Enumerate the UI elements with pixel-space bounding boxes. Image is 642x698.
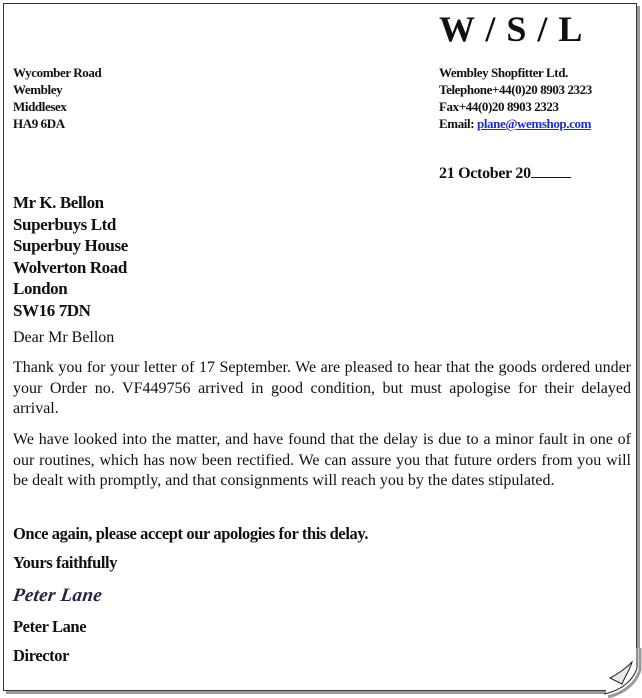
company-contact [439, 64, 592, 132]
recipient-line: London [13, 279, 68, 299]
recipient-line: Superbuys Ltd [13, 214, 116, 234]
recipient-line: Superbuy House [13, 236, 128, 256]
company-name: Wembley Shopfitter Ltd. [439, 65, 568, 80]
closing-line: Once again, please accept our apologies for this delay. [13, 524, 369, 543]
company-logo: W / S / L [439, 9, 584, 49]
company-telephone: Telephone+44(0)20 8903 2323 [439, 82, 592, 97]
date-text: 21 October 20 [439, 165, 531, 182]
email-label: Email: [439, 116, 478, 131]
sender-address-line: Wembley [13, 82, 63, 97]
sender-address-line: HA9 6DA [13, 116, 65, 131]
body-paragraph-1: Thank you for your letter of 17 September. We are pleased to hear that the goods ordered under your Order no. VF449756 arrived in good condition, but must apologise for their delayed arrival. [13, 359, 631, 417]
recipient-line: Wolverton Road [13, 257, 127, 277]
handwritten-signature: Peter Lane [11, 585, 104, 606]
sender-address [13, 64, 101, 132]
sender-address-line: Middlesex [13, 99, 67, 114]
date-blank [531, 163, 571, 178]
signer-title: Director [13, 646, 70, 665]
company-email [439, 115, 592, 132]
complimentary-close: Yours faithfully [13, 553, 118, 572]
body-paragraph-2: We have looked into the matter, and have found that the delay is due to a minor fault in one of our routines, which has now been rectified. We can assure you that future orders from you will be dealt with promptly, and that consignments will reach you by the dates stipulated. [13, 431, 631, 489]
signer-name: Peter Lane [13, 617, 87, 636]
recipient-address [13, 192, 128, 322]
recipient-line: SW16 7DN [13, 300, 91, 320]
folded-corner-icon [604, 648, 642, 698]
letter-date [439, 163, 571, 183]
sender-address-line: Wycomber Road [13, 65, 102, 80]
recipient-line: Mr K. Bellon [13, 193, 104, 212]
company-fax: Fax+44(0)20 8903 2323 [439, 99, 559, 114]
letter-page [3, 3, 637, 691]
email-link[interactable]: plane@wemshop.com [477, 116, 592, 131]
salutation: Dear Mr Bellon [13, 329, 115, 346]
